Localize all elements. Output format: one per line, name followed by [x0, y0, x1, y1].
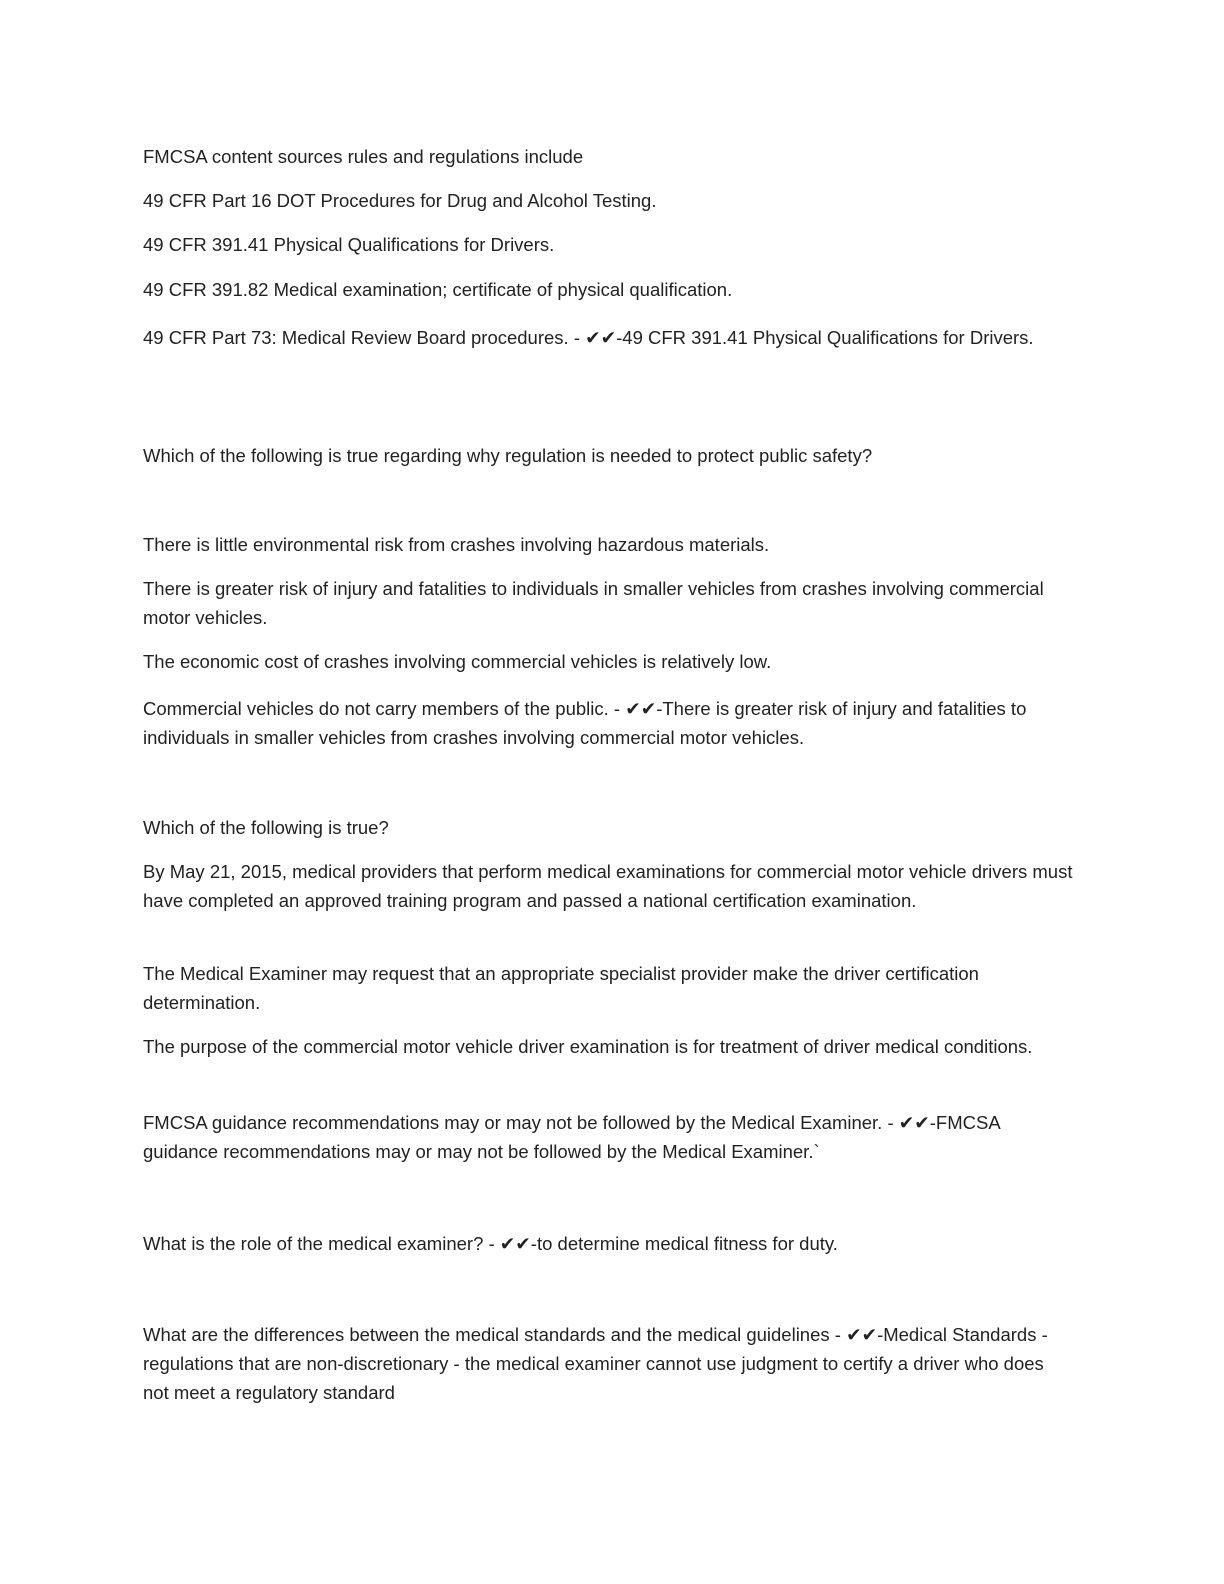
paragraph-answer: 49 CFR Part 73: Medical Review Board procedures. - ✔✔-49 CFR 391.41 Physical Qualifications for Drivers. [143, 327, 1034, 348]
paragraph-option: There is greater risk of injury and fatalities to individuals in smaller vehicles from crashes involving commercial motor vehicles. [143, 578, 1044, 628]
paragraph-reference: 49 CFR 391.41 Physical Qualifications for Drivers. [143, 234, 555, 255]
paragraph-option: There is little environmental risk from crashes involving hazardous materials. [143, 534, 770, 555]
paragraph-answer: FMCSA guidance recommendations may or may not be followed by the Medical Examiner. - ✔✔-FMCSA guidance recommendations may or may not be followed by the Medical Examiner.` [143, 1112, 1000, 1162]
paragraph-reference: 49 CFR 391.82 Medical examination; certificate of physical qualification. [143, 279, 733, 300]
paragraph-question: Which of the following is true? [143, 817, 389, 838]
paragraph-question: Which of the following is true regarding why regulation is needed to protect public safety? [143, 445, 873, 466]
paragraph-intro: FMCSA content sources rules and regulations include [143, 146, 584, 167]
paragraph-option: The Medical Examiner may request that an appropriate specialist provider make the driver certification determination. [143, 963, 979, 1013]
paragraph-option: By May 21, 2015, medical providers that perform medical examinations for commercial motor vehicle drivers must have completed an approved training program and passed a national certification examination. [143, 861, 1073, 911]
paragraph-option: The economic cost of crashes involving commercial vehicles is relatively low. [143, 651, 772, 672]
paragraph-reference: 49 CFR Part 16 DOT Procedures for Drug and Alcohol Testing. [143, 190, 657, 211]
paragraph-question-answer: What are the differences between the medical standards and the medical guidelines - ✔✔-Medical Standards - regulations that are non-discretionary - the medical examiner cannot use judgment to certify a driver who does not meet a regulatory standard [143, 1324, 1048, 1403]
paragraph-question-answer: What is the role of the medical examiner? - ✔✔-to determine medical fitness for duty. [143, 1233, 838, 1254]
paragraph-option: The purpose of the commercial motor vehicle driver examination is for treatment of driver medical conditions. [143, 1036, 1033, 1057]
paragraph-answer: Commercial vehicles do not carry members of the public. - ✔✔-There is greater risk of injury and fatalities to individuals in smaller vehicles from crashes involving commercial motor vehicles. [143, 698, 1027, 748]
